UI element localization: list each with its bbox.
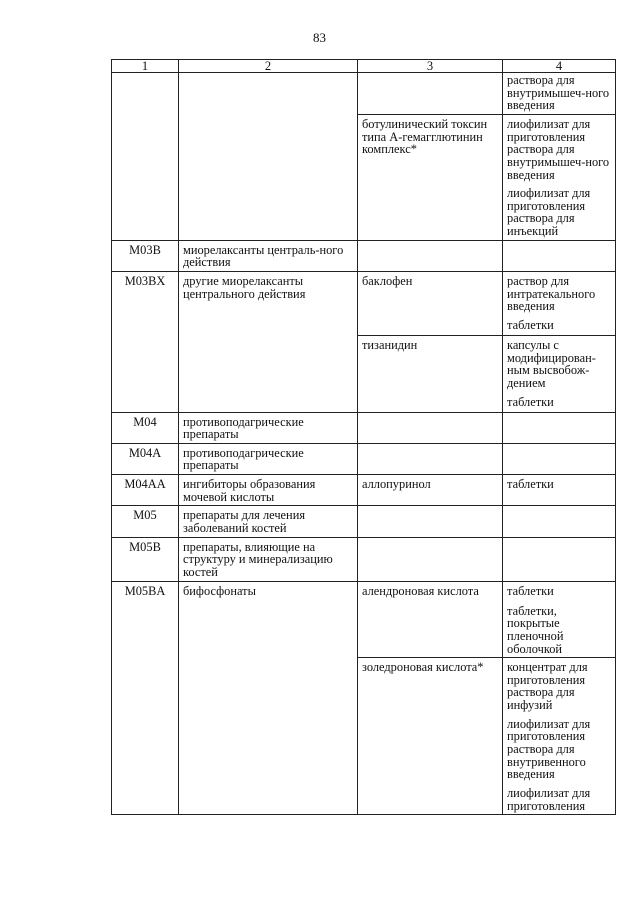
column-header: 3 (358, 60, 503, 73)
table-header-row (112, 60, 616, 73)
name-cell: бифосфонаты (179, 581, 358, 815)
name-cell: ингибиторы образования мочевой кислоты (179, 475, 358, 506)
drug-cell (358, 443, 503, 474)
code-cell: M05B (112, 537, 179, 581)
drug-cell (358, 73, 503, 115)
dosage-form: таблетки (507, 317, 554, 332)
page-number: 83 (313, 30, 326, 45)
table-row (112, 581, 616, 658)
form-cell (503, 412, 616, 443)
drug-cell (358, 537, 503, 581)
name-cell (179, 73, 358, 241)
code-cell: M03B (112, 240, 179, 271)
form-cell (503, 537, 616, 581)
dosage-form: раствора для внутримышеч-ного введения (507, 73, 610, 113)
dosage-form: лиофилизат для приготовления раствора для внутримышеч-ного введения (507, 117, 610, 182)
form-cell (503, 443, 616, 474)
dosage-form: концентрат для приготовления раствора для инфузий (507, 660, 588, 713)
table-row (112, 412, 616, 443)
name-cell: противоподагрические препараты (179, 412, 358, 443)
drug-cell: тизанидин (358, 335, 503, 412)
code-cell: M04A (112, 443, 179, 474)
table-row (112, 73, 616, 115)
dosage-form: таблетки, покрытые пленочной оболочкой (507, 603, 564, 656)
form-cell (503, 658, 616, 815)
drug-cell (358, 506, 503, 537)
drug-cell (358, 240, 503, 271)
form-cell (503, 272, 616, 336)
column-header: 4 (503, 60, 616, 73)
code-cell: M05 (112, 506, 179, 537)
drug-cell (358, 412, 503, 443)
column-header: 2 (179, 60, 358, 73)
code-cell: M05BA (112, 581, 179, 815)
form-cell (503, 335, 616, 412)
code-cell: M04 (112, 412, 179, 443)
code-cell: M04AA (112, 475, 179, 506)
table-row (112, 537, 616, 581)
table-row (112, 506, 616, 537)
name-cell: препараты, влияющие на структуру и минерализацию костей (179, 537, 358, 581)
name-cell: другие миорелаксанты центрального действия (179, 272, 358, 412)
column-header: 1 (112, 60, 179, 73)
table-row (112, 475, 616, 506)
table-row (112, 240, 616, 271)
dosage-form: таблетки (507, 583, 554, 598)
dosage-form: раствор для интратекального введения (507, 274, 596, 314)
form-cell (503, 240, 616, 271)
drug-cell: алендроновая кислота (358, 581, 503, 658)
code-cell: M03BX (112, 272, 179, 412)
form-cell (503, 581, 616, 658)
dosage-form: лиофилизат для приготовления раствора для внутривенного введения (507, 716, 591, 782)
drug-table (111, 59, 616, 815)
name-cell: препараты для лечения заболеваний костей (179, 506, 358, 537)
name-cell: миорелаксанты централь-ного действия (179, 240, 358, 271)
drug-cell: золедроновая кислота* (358, 658, 503, 815)
form-cell (503, 506, 616, 537)
table-row (112, 443, 616, 474)
code-cell (112, 73, 179, 241)
dosage-form: таблетки (507, 394, 554, 409)
form-cell (503, 475, 616, 506)
drug-cell: ботулинический токсин типа А-гемагглютинин комплекс* (358, 115, 503, 241)
form-cell (503, 73, 616, 115)
table-row (112, 272, 616, 336)
dosage-form: лиофилизат для приготовления (507, 785, 591, 813)
dosage-form: таблетки (507, 477, 554, 492)
dosage-form: капсулы с модифицирован-ным высвобож-дением (507, 337, 596, 390)
drug-cell: аллопуринол (358, 475, 503, 506)
dosage-form: лиофилизат для приготовления раствора для инъекций (507, 186, 591, 239)
name-cell: противоподагрические препараты (179, 443, 358, 474)
drug-cell: баклофен (358, 272, 503, 336)
form-cell (503, 115, 616, 241)
